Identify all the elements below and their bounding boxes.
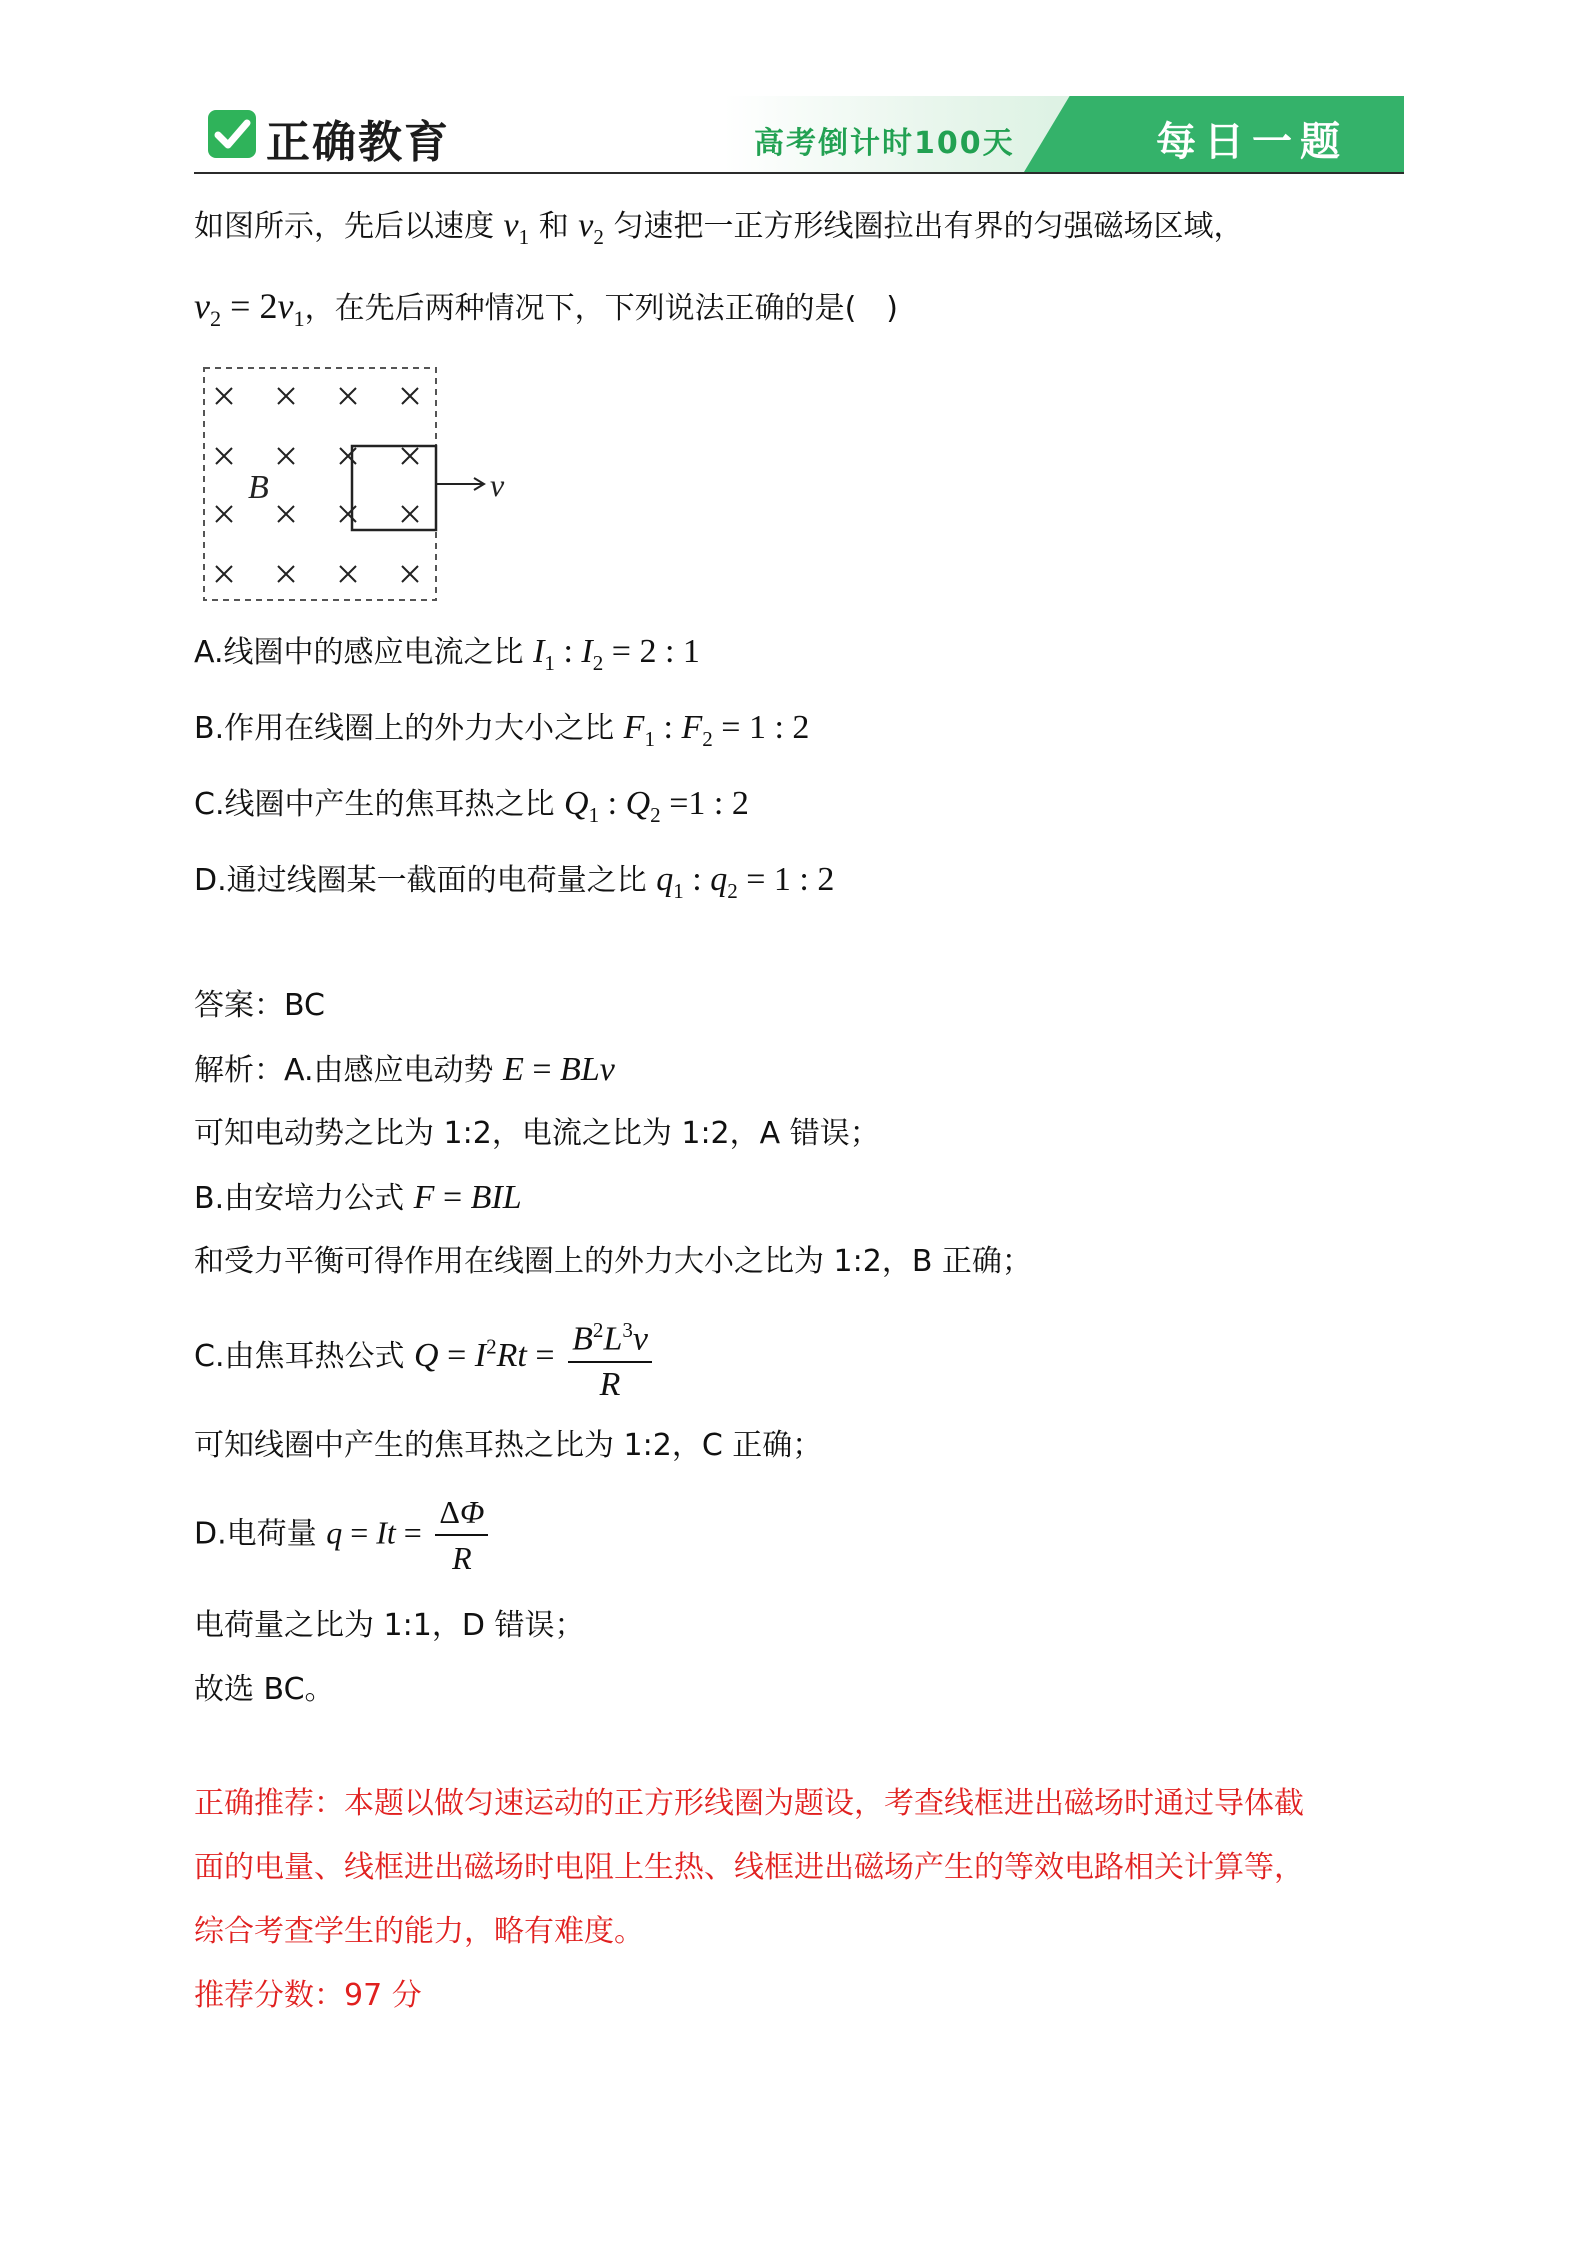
option-c: C.线圈中产生的焦耳热之比 $Q_1$ : $Q_2 =1$ : 2 [194, 785, 749, 827]
explanation-line-6: 可知线圈中产生的焦耳热之比为 1:2，C 正确； [194, 1428, 823, 1463]
explanation-line-1: 解析：A.由感应电动势 E = BLv [194, 1051, 615, 1088]
explanation-line-5: C.由焦耳热公式 $Q = I^2Rt$ = $\frac{B^2L^3v}{R}$ [194, 1308, 652, 1407]
question-stem-line-1: 如图所示，先后以速度 $v_1$ 和 $v_2$ 匀速把一正方形线圈拉出有界的匀强磁场区域， [194, 207, 1244, 249]
option-a: A.线圈中的感应电流之比 $I_1$ : $I_2 = 2$ : 1 [194, 633, 700, 675]
page-header [194, 96, 1404, 172]
brand-name: 正确教育 [266, 117, 450, 168]
explanation-line-9: 故选 BC。 [194, 1672, 335, 1707]
explanation-line-8: 电荷量之比为 1:1，D 错误； [194, 1608, 585, 1643]
explanation-line-7: D.电荷量 q = It = $\frac{\Delta\Phi}{R}$ [194, 1490, 488, 1580]
square-coil [352, 446, 436, 530]
velocity-label: v [490, 467, 505, 503]
option-d: D.通过线圈某一截面的电荷量之比 $q_1$ : $q_2 = 1$ : 2 [194, 861, 835, 903]
magnetic-field-diagram [194, 362, 574, 616]
recommend-line-1: 正确推荐：本题以做匀速运动的正方形线圈为题设，考查线框进出磁场时通过导体截 [194, 1786, 1304, 1821]
field-label: B [248, 469, 269, 506]
recommend-score: 推荐分数：97 分 [194, 1978, 422, 2013]
explanation-line-4: 和受力平衡可得作用在线圈上的外力大小之比为 1:2，B 正确； [194, 1244, 1032, 1279]
question-stem-line-2: $v_2 = 2v_1$，在先后两种情况下，下列说法正确的是( ) [194, 286, 899, 332]
header-divider [194, 172, 1404, 174]
option-b: B.作用在线圈上的外力大小之比 $F_1$ : $F_2 = 1$ : 2 [194, 709, 810, 751]
daily-tag-label: 每日一题 [1156, 119, 1348, 165]
answer-label: 答案：BC [194, 988, 326, 1023]
countdown-text: 高考倒计时100天 [754, 126, 1015, 161]
field-cross-marks [216, 388, 418, 582]
explanation-line-3: B.由安培力公式 F = BIL [194, 1179, 522, 1216]
recommend-line-3: 综合考查学生的能力，略有难度。 [194, 1914, 644, 1949]
checkmark-icon [208, 110, 256, 158]
recommend-line-2: 面的电量、线框进出磁场时电阻上生热、线框进出磁场产生的等效电路相关计算等， [194, 1850, 1304, 1885]
explanation-line-2: 可知电动势之比为 1:2，电流之比为 1:2，A 错误； [194, 1116, 880, 1151]
